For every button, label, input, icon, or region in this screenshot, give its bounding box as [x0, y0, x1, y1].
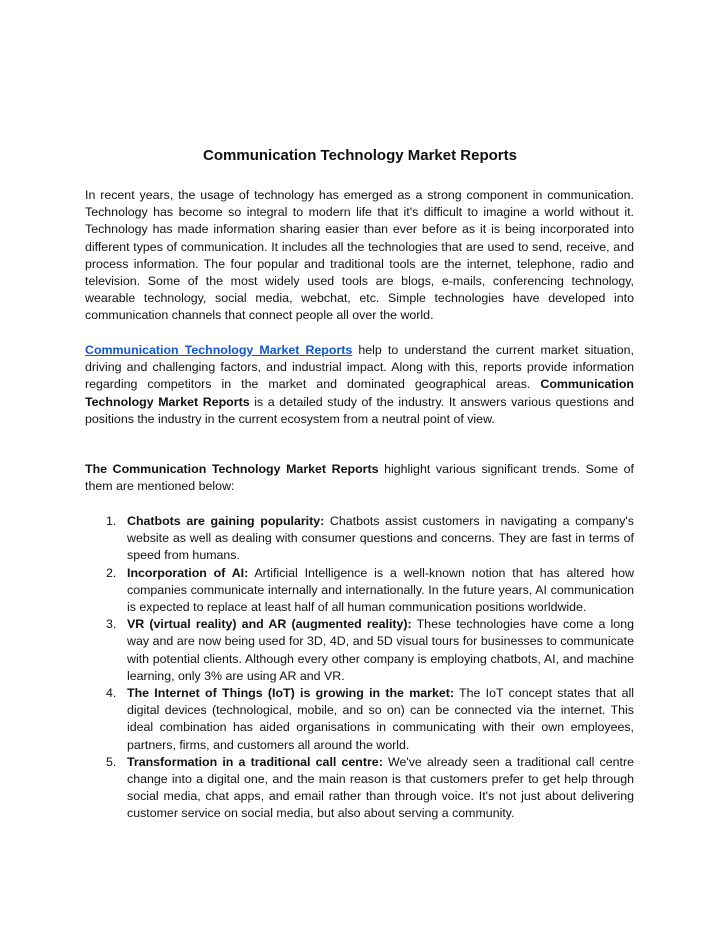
list-item: [85, 616, 634, 685]
list-item: [85, 513, 634, 565]
list-item-number: 3.: [106, 617, 117, 632]
list-item-text: We've already seen a traditional call centre change into a digital one, and the main reason is that customers prefer to get help through social media, chat apps, and email rather than through voice. It's not just about delivering customer service on social media, but also about serving a community.: [127, 754, 634, 821]
list-item-number: 1.: [106, 514, 117, 528]
intro-paragraph: In recent years, the usage of technology has emerged as a strong component in communication. Technology has become so integral to modern life that it's difficult to imagine a world without it. Technology has made information sharing easier than ever before as it is being incorporated into different types of communication. It includes all the technologies that are used to send, receive, and process information. The four popular and traditional tools are the internet, telephone, radio and television. Some of the most widely used tools are blogs, e-mails, conferencing technology, wearable technology, social media, webchat, etc. Simple technologies have developed into communication channels that connect people all over the world.: [85, 188, 634, 323]
trends-list: [85, 513, 634, 823]
reports-paragraph-text-a: help to understand the current market situation, driving and challenging factors, and industrial impact. Along with this, reports provide information regarding competitors in the market and dominated geographical areas.: [85, 343, 634, 392]
list-item-number: 4.: [106, 686, 117, 701]
list-item-heading: The Internet of Things (IoT) is growing in the market:: [127, 686, 454, 701]
list-item-text: These technologies have come a long way and are now being used for 3D, 4D, and 5D visual tours for businesses to communicate with potential clients. Although every other company is employing chatbots, AI, and machine learning, only 3% are using AR and VR.: [127, 617, 634, 683]
list-item-number: 2.: [106, 565, 117, 580]
reports-paragraph: [85, 342, 634, 428]
trends-intro-bold: The Communication Technology Market Reports: [85, 462, 379, 476]
list-item: [85, 565, 634, 617]
list-item-heading: Incorporation of AI:: [127, 565, 249, 580]
trends-intro-text: highlight various significant trends. Some of them are mentioned below:: [85, 462, 634, 494]
trends-intro-paragraph: [85, 461, 634, 495]
reports-paragraph-bold: Communication Technology Market Reports: [85, 377, 634, 409]
reports-link[interactable]: Communication Technology Market Reports: [85, 343, 353, 357]
page-title: Communication Technology Market Reports: [203, 147, 517, 164]
list-item-heading: VR (virtual reality) and AR (augmented reality):: [127, 617, 412, 632]
list-item-text: Chatbots assist customers in navigating a company's website as well as dealing with consumer questions and concerns. They are fast in terms of speed from humans.: [127, 514, 634, 563]
list-item-text: Artificial Intelligence is a well-known notion that has altered how companies communicate internally and internationally. In the future years, AI communication is expected to replace at least half of all human communication positions worldwide.: [127, 565, 634, 615]
list-item: [85, 685, 634, 754]
list-item-heading: Chatbots are gaining popularity:: [127, 514, 325, 528]
reports-paragraph-text-c: is a detailed study of the industry. It answers various questions and positions the industry in the current ecosystem from a neutral point of view.: [85, 394, 634, 426]
list-item: [85, 754, 634, 823]
list-item-text: The IoT concept states that all digital devices (technological, mobile, and so on) can be connected via the internet. This ideal combination has aided organisations in communicating with their own employees, partners, firms, and customers all around the world.: [127, 686, 634, 752]
list-item-number: 5.: [106, 754, 117, 769]
list-item-heading: Transformation in a traditional call centre:: [127, 754, 383, 769]
